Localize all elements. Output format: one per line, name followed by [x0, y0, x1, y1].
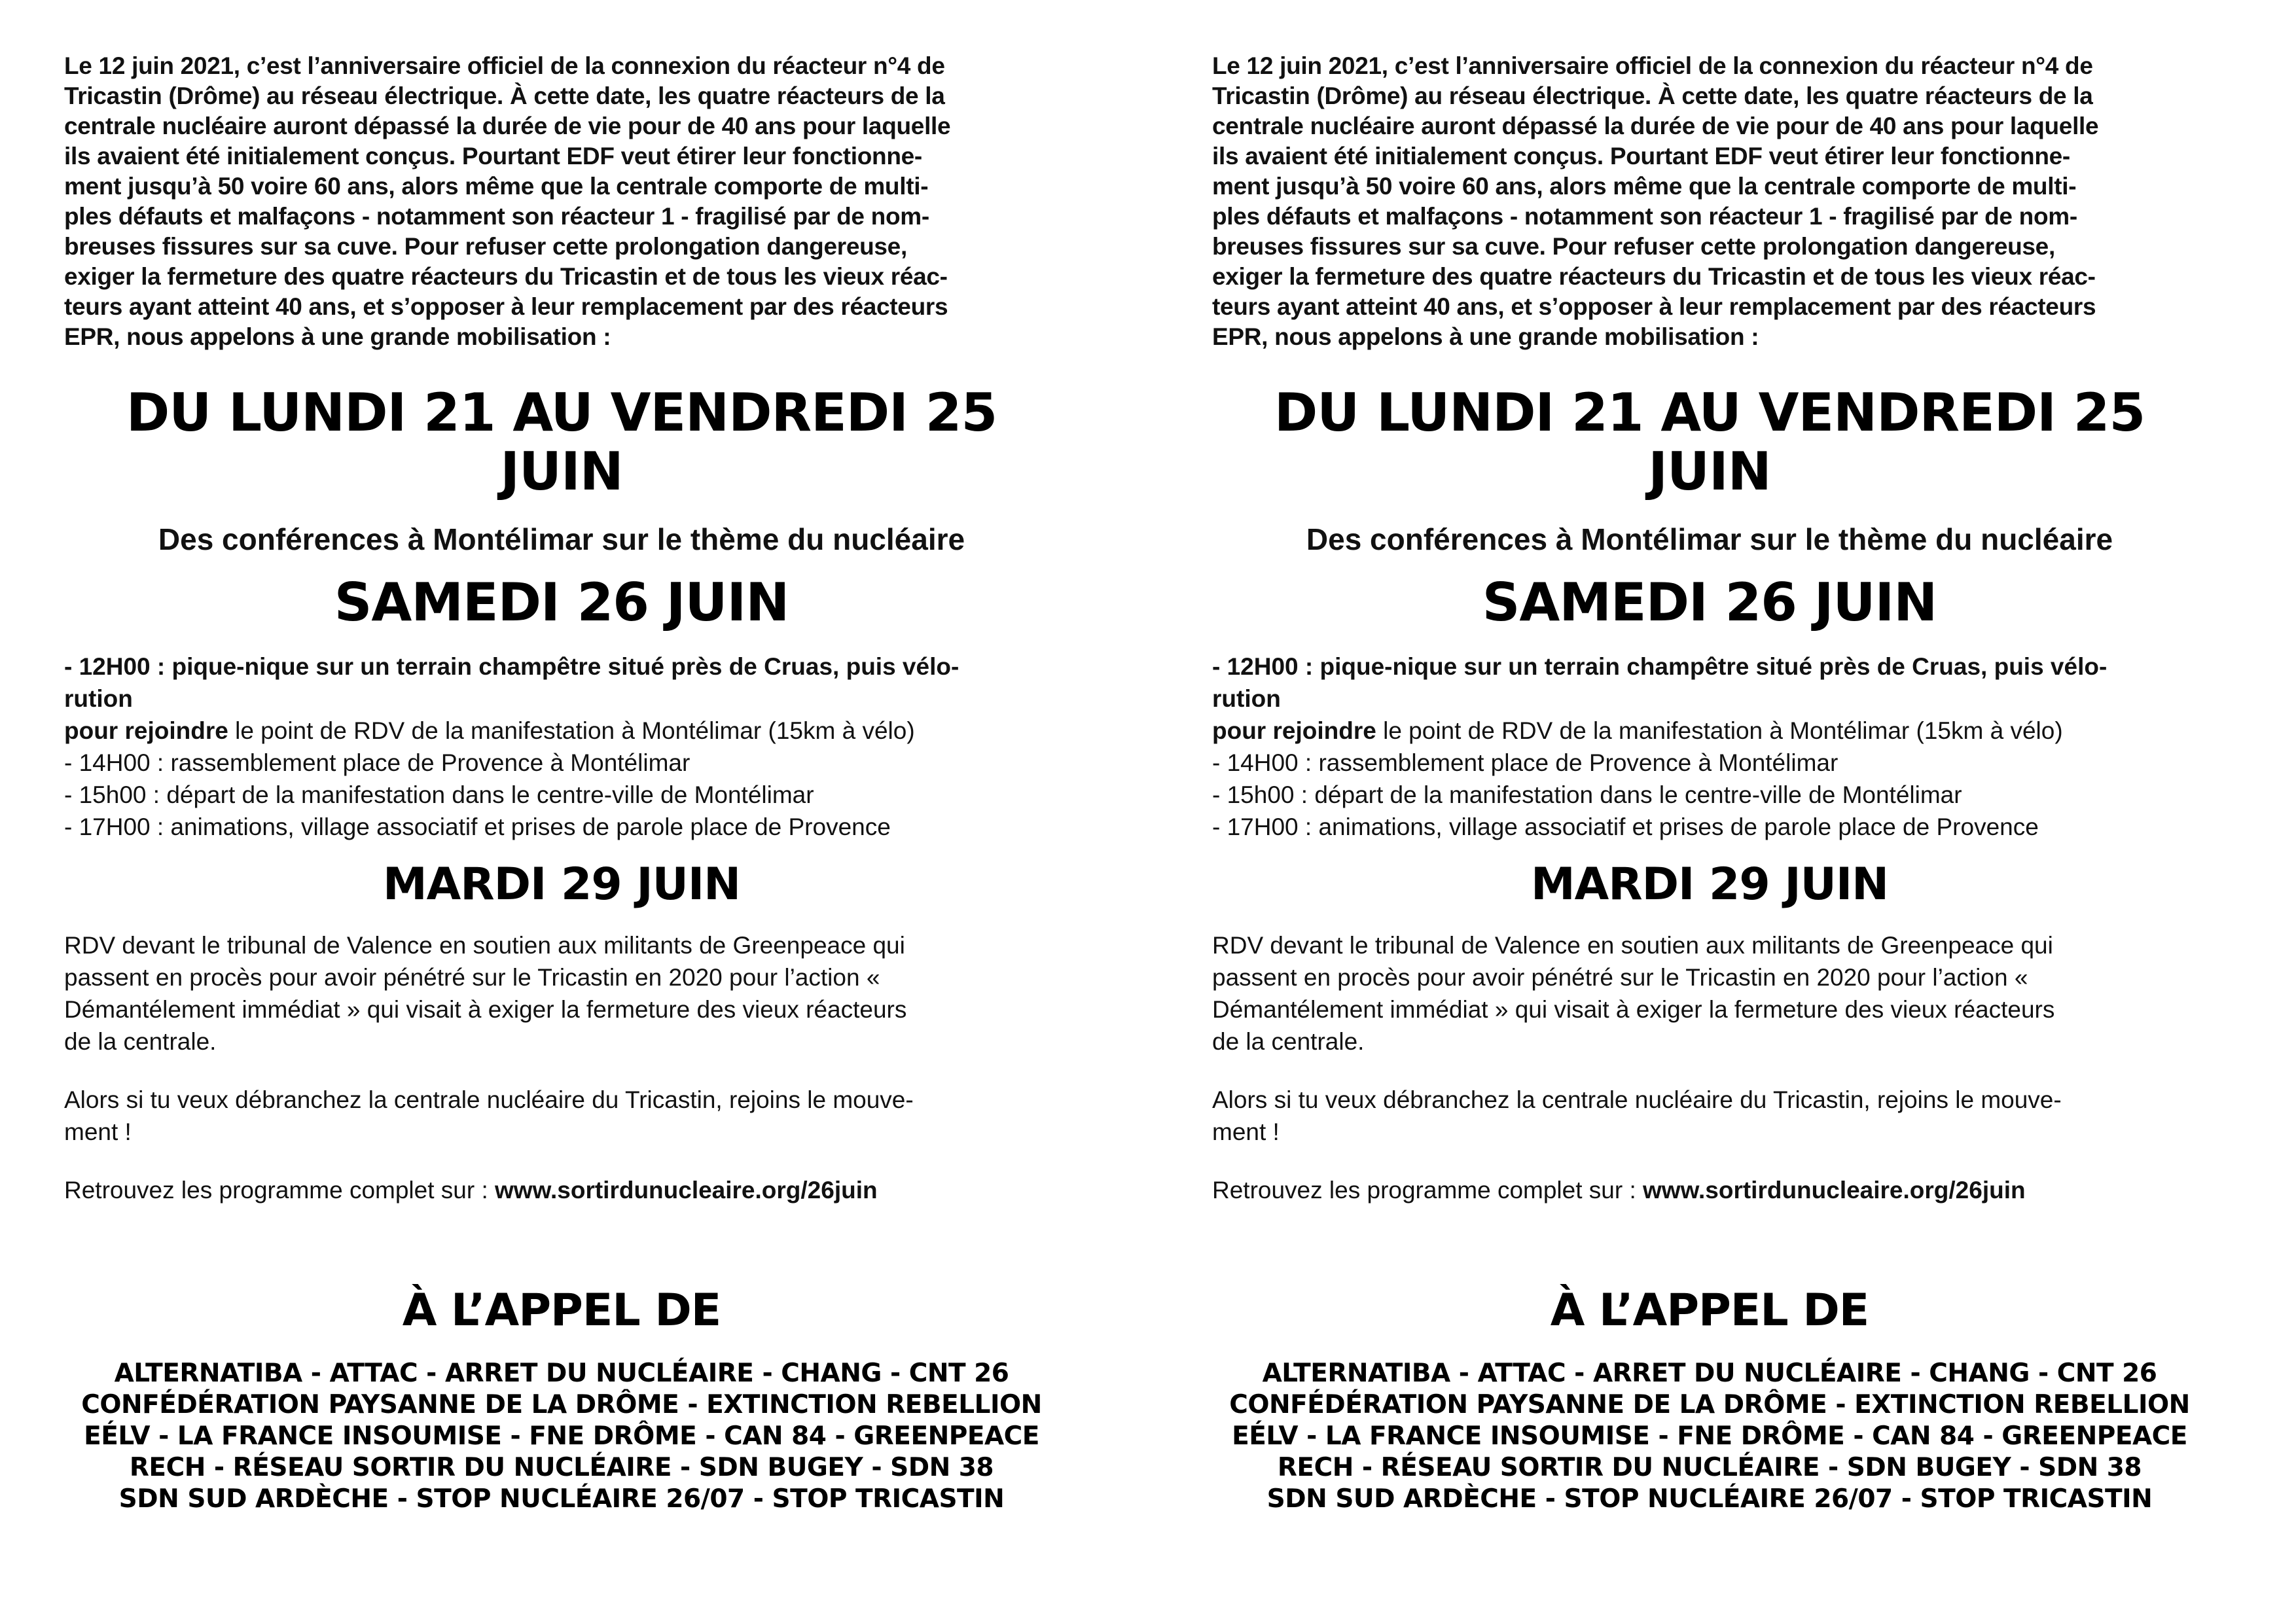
tuesday-line: Démantélement immédiat » qui visait à exiger la fermeture des vieux réacteurs [1212, 996, 2055, 1023]
intro-paragraph [64, 51, 1059, 352]
intro-line: ment jusqu’à 50 voire 60 ans, alors même que la centrale comporte de multi- [1212, 173, 2077, 200]
intro-line: ils avaient été initialement conçus. Pourtant EDF veut étirer leur fonctionne- [64, 143, 922, 169]
heading-call: À L’APPEL DE [402, 1285, 721, 1336]
intro-line: breuses fissures sur sa cuve. Pour refuser cette prolongation dangereuse, [1212, 233, 2055, 260]
intro-paragraph [1212, 51, 2207, 352]
heading-week: DU LUNDI 21 AU VENDREDI 25 JUIN [126, 382, 997, 502]
organizations-list [1212, 1358, 2207, 1515]
org-line: CONFÉDÉRATION PAYSANNE DE LA DRÔME - EXTINCTION REBELLION [81, 1390, 1042, 1419]
program-label: Retrouvez les programme complet sur : [64, 1177, 495, 1204]
org-line: ALTERNATIBA - ATTAC - ARRET DU NUCLÉAIRE - CHANG - CNT 26 [114, 1359, 1009, 1388]
join-text [1212, 1084, 2207, 1148]
intro-line: ment jusqu’à 50 voire 60 ans, alors même que la centrale comporte de multi- [64, 173, 929, 200]
org-line: SDN SUD ARDÈCHE - STOP NUCLÉAIRE 26/07 - STOP TRICASTIN [118, 1484, 1005, 1514]
tuesday-line: de la centrale. [64, 1028, 217, 1055]
saturday-line: - 14H00 : rassemblement place de Provence à Montélimar [64, 749, 691, 776]
saturday-line-bold: pour rejoindre [1212, 717, 1376, 744]
tuesday-line: passent en procès pour avoir pénétré sur le Tricastin en 2020 pour l’action « [64, 964, 880, 991]
saturday-line: le point de RDV de la manifestation à Montélimar (15km à vélo) [228, 717, 915, 744]
intro-line: Le 12 juin 2021, c’est l’anniversaire officiel de la connexion du réacteur n°4 de [64, 52, 945, 79]
heading-tuesday: MARDI 29 JUIN [382, 859, 741, 910]
intro-line: centrale nucléaire auront dépassé la durée de vie pour de 40 ans pour laquelle [1212, 113, 2099, 139]
intro-line: teurs ayant atteint 40 ans, et s’opposer à leur remplacement par des réacteurs [1212, 293, 2096, 320]
intro-line: exiger la fermeture des quatre réacteurs du Tricastin et de tous les vieux réac- [64, 263, 948, 290]
join-line: Alors si tu veux débranchez la centrale nucléaire du Tricastin, rejoins le mouve- [1212, 1086, 2062, 1113]
intro-line: EPR, nous appelons à une grande mobilisation : [1212, 323, 1759, 350]
join-text [64, 1084, 1059, 1148]
program-link[interactable]: www.sortirdunucleaire.org/26juin [1643, 1177, 2026, 1204]
flyer-right [1148, 0, 2296, 1623]
organizations-list [64, 1358, 1059, 1515]
tuesday-line: passent en procès pour avoir pénétré sur le Tricastin en 2020 pour l’action « [1212, 964, 2028, 991]
saturday-line: - 17H00 : animations, village associatif et prises de parole place de Provence [64, 813, 891, 840]
org-line: ALTERNATIBA - ATTAC - ARRET DU NUCLÉAIRE - CHANG - CNT 26 [1262, 1359, 2157, 1388]
tuesday-text [64, 929, 1059, 1058]
intro-line: ples défauts et malfaçons - notamment son réacteur 1 - fragilisé par de nom- [1212, 203, 2077, 230]
saturday-program [1212, 651, 2207, 843]
intro-line: centrale nucléaire auront dépassé la durée de vie pour de 40 ans pour laquelle [64, 113, 951, 139]
org-line: EÉLV - LA FRANCE INSOUMISE - FNE DRÔME - CAN 84 - GREENPEACE [1232, 1421, 2187, 1451]
heading-saturday: SAMEDI 26 JUIN [1482, 572, 1937, 633]
saturday-line-bold: pour rejoindre [64, 717, 228, 744]
heading-saturday: SAMEDI 26 JUIN [334, 572, 789, 633]
saturday-program [64, 651, 1059, 843]
saturday-line: rution [1212, 685, 1281, 712]
program-link[interactable]: www.sortirdunucleaire.org/26juin [495, 1177, 878, 1204]
intro-line: breuses fissures sur sa cuve. Pour refuser cette prolongation dangereuse, [64, 233, 907, 260]
week-text: Des conférences à Montélimar sur le thème du nucléaire [158, 522, 965, 556]
join-line: ment ! [1212, 1118, 1280, 1145]
saturday-line: rution [64, 685, 133, 712]
program-text [64, 1174, 1059, 1206]
week-text: Des conférences à Montélimar sur le thème du nucléaire [1306, 522, 2113, 556]
saturday-line: - 15h00 : départ de la manifestation dans le centre-ville de Montélimar [1212, 781, 1962, 808]
saturday-line: - 17H00 : animations, village associatif et prises de parole place de Provence [1212, 813, 2039, 840]
saturday-line: - 14H00 : rassemblement place de Provence à Montélimar [1212, 749, 1839, 776]
org-line: RECH - RÉSEAU SORTIR DU NUCLÉAIRE - SDN BUGEY - SDN 38 [129, 1453, 994, 1482]
heading-call: À L’APPEL DE [1550, 1285, 1869, 1336]
tuesday-text [1212, 929, 2207, 1058]
intro-line: EPR, nous appelons à une grande mobilisation : [64, 323, 611, 350]
intro-line: ples défauts et malfaçons - notamment son réacteur 1 - fragilisé par de nom- [64, 203, 929, 230]
org-line: RECH - RÉSEAU SORTIR DU NUCLÉAIRE - SDN BUGEY - SDN 38 [1277, 1453, 2142, 1482]
heading-tuesday: MARDI 29 JUIN [1530, 859, 1889, 910]
tuesday-line: de la centrale. [1212, 1028, 1365, 1055]
intro-line: Tricastin (Drôme) au réseau électrique. À cette date, les quatre réacteurs de la [64, 82, 945, 109]
intro-line: exiger la fermeture des quatre réacteurs du Tricastin et de tous les vieux réac- [1212, 263, 2096, 290]
intro-line: ils avaient été initialement conçus. Pourtant EDF veut étirer leur fonctionne- [1212, 143, 2070, 169]
heading-week: DU LUNDI 21 AU VENDREDI 25 JUIN [1274, 382, 2145, 502]
saturday-line: - 12H00 : pique-nique sur un terrain champêtre situé près de Cruas, puis vélo- [64, 653, 960, 680]
tuesday-line: RDV devant le tribunal de Valence en soutien aux militants de Greenpeace qui [1212, 932, 2053, 959]
saturday-line: le point de RDV de la manifestation à Montélimar (15km à vélo) [1376, 717, 2063, 744]
flyer-content [1212, 51, 2207, 1515]
join-line: ment ! [64, 1118, 132, 1145]
tuesday-line: Démantélement immédiat » qui visait à exiger la fermeture des vieux réacteurs [64, 996, 907, 1023]
flyer-content [64, 51, 1059, 1515]
intro-line: teurs ayant atteint 40 ans, et s’opposer à leur remplacement par des réacteurs [64, 293, 948, 320]
program-text [1212, 1174, 2207, 1206]
saturday-line: - 15h00 : départ de la manifestation dans le centre-ville de Montélimar [64, 781, 814, 808]
intro-line: Tricastin (Drôme) au réseau électrique. À cette date, les quatre réacteurs de la [1212, 82, 2093, 109]
org-line: SDN SUD ARDÈCHE - STOP NUCLÉAIRE 26/07 - STOP TRICASTIN [1266, 1484, 2153, 1514]
saturday-line: - 12H00 : pique-nique sur un terrain champêtre situé près de Cruas, puis vélo- [1212, 653, 2108, 680]
tuesday-line: RDV devant le tribunal de Valence en soutien aux militants de Greenpeace qui [64, 932, 905, 959]
join-line: Alors si tu veux débranchez la centrale nucléaire du Tricastin, rejoins le mouve- [64, 1086, 914, 1113]
program-label: Retrouvez les programme complet sur : [1212, 1177, 1643, 1204]
intro-line: Le 12 juin 2021, c’est l’anniversaire officiel de la connexion du réacteur n°4 de [1212, 52, 2093, 79]
org-line: CONFÉDÉRATION PAYSANNE DE LA DRÔME - EXTINCTION REBELLION [1229, 1390, 2190, 1419]
org-line: EÉLV - LA FRANCE INSOUMISE - FNE DRÔME - CAN 84 - GREENPEACE [84, 1421, 1039, 1451]
